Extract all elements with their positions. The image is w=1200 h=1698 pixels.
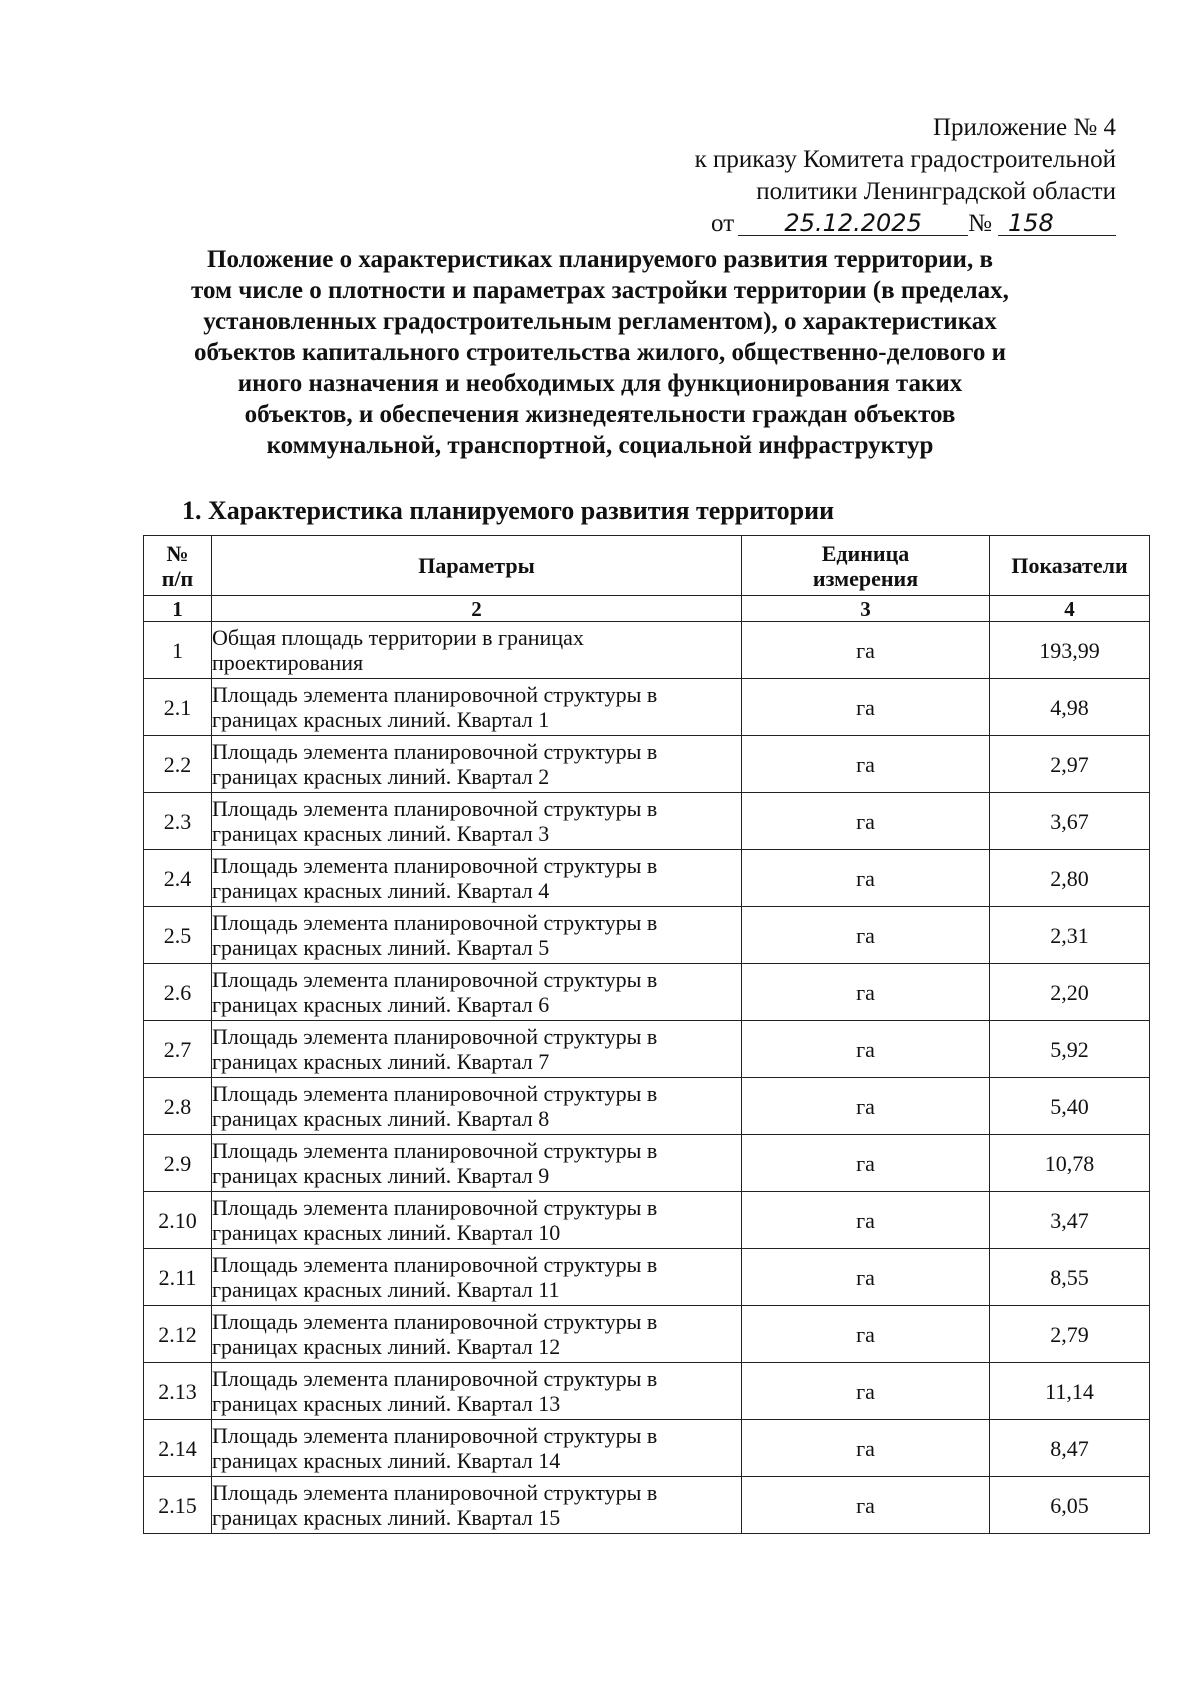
row-parameter (212, 1420, 742, 1477)
table-row (144, 1021, 1150, 1078)
row-unit: га (742, 1420, 990, 1477)
appendix-order-line: к приказу Комитета градостроительной (694, 146, 1116, 173)
order-date: 25.12.2025 (738, 211, 968, 236)
row-unit: га (742, 793, 990, 850)
parameter-line: Площадь элемента планировочной структуры в (212, 967, 658, 992)
table-row (144, 736, 1150, 793)
row-unit: га (742, 622, 990, 679)
parameter-line: Площадь элемента планировочной структуры в (212, 1366, 658, 1391)
parameter-line: Площадь элемента планировочной структуры в (212, 1195, 658, 1220)
table-row (144, 850, 1150, 907)
row-unit: га (742, 1135, 990, 1192)
row-value: 2,20 (990, 964, 1150, 1021)
row-number: 2.10 (144, 1192, 212, 1249)
row-value: 2,80 (990, 850, 1150, 907)
row-number: 2.6 (144, 964, 212, 1021)
row-number: 1 (144, 622, 212, 679)
row-number: 2.7 (144, 1021, 212, 1078)
row-number: 2.9 (144, 1135, 212, 1192)
row-unit: га (742, 1477, 990, 1534)
parameter-line: Площадь элемента планировочной структуры в (212, 1024, 658, 1049)
appendix-committee-line: политики Ленинградской области (756, 178, 1116, 205)
row-value: 5,92 (990, 1021, 1150, 1078)
table-row (144, 1306, 1150, 1363)
row-value: 3,67 (990, 793, 1150, 850)
number-label: № (968, 210, 992, 237)
row-unit: га (742, 850, 990, 907)
from-label: от (711, 210, 735, 237)
column-number: 4 (990, 596, 1150, 622)
parameter-line: границах красных линий. Квартал 11 (212, 1277, 560, 1302)
title-line: иного назначения и необходимых для функционирования таких (237, 370, 963, 397)
row-parameter (212, 622, 742, 679)
table-header-row (144, 536, 1150, 596)
row-parameter (212, 1021, 742, 1078)
header-number: № п/п (144, 536, 212, 596)
row-unit: га (742, 679, 990, 736)
parameter-line: границах красных линий. Квартал 5 (212, 935, 550, 960)
row-parameter (212, 679, 742, 736)
row-number: 2.13 (144, 1363, 212, 1420)
title-line: объектов, и обеспечения жизнедеятельности граждан объектов (244, 401, 956, 428)
row-parameter (212, 1363, 742, 1420)
row-value: 2,97 (990, 736, 1150, 793)
table-row (144, 1078, 1150, 1135)
appendix-number: Приложение № 4 (932, 114, 1116, 141)
parameter-line: границах красных линий. Квартал 7 (212, 1049, 550, 1074)
parameter-line: границах красных линий. Квартал 12 (212, 1334, 561, 1359)
table-row (144, 964, 1150, 1021)
column-number: 3 (742, 596, 990, 622)
row-parameter (212, 736, 742, 793)
parameter-line: Площадь элемента планировочной структуры в (212, 1252, 658, 1277)
row-value: 5,40 (990, 1078, 1150, 1135)
row-parameter (212, 1078, 742, 1135)
column-numbers-row (144, 596, 1150, 622)
parameter-line: Площадь элемента планировочной структуры в (212, 1423, 658, 1448)
parameter-line: границах красных линий. Квартал 15 (212, 1505, 561, 1530)
row-parameter (212, 793, 742, 850)
row-value: 2,79 (990, 1306, 1150, 1363)
parameter-line: границах красных линий. Квартал 2 (212, 764, 550, 789)
column-number: 2 (212, 596, 742, 622)
row-parameter (212, 907, 742, 964)
column-number: 1 (144, 596, 212, 622)
row-parameter (212, 964, 742, 1021)
parameter-line: Площадь элемента планировочной структуры в (212, 682, 658, 707)
row-value: 2,31 (990, 907, 1150, 964)
parameter-line: проектирования (212, 650, 364, 675)
parameter-line: Площадь элемента планировочной структуры в (212, 796, 658, 821)
table-row (144, 1420, 1150, 1477)
row-value: 193,99 (990, 622, 1150, 679)
parameter-line: Площадь элемента планировочной структуры в (212, 1309, 658, 1334)
row-parameter (212, 850, 742, 907)
row-unit: га (742, 907, 990, 964)
row-parameter (212, 1306, 742, 1363)
title-line: объектов капитального строительства жилого, общественно-делового и (194, 339, 1006, 366)
parameter-line: границах красных линий. Квартал 10 (212, 1220, 561, 1245)
row-number: 2.14 (144, 1420, 212, 1477)
row-value: 8,55 (990, 1249, 1150, 1306)
table-row (144, 622, 1150, 679)
table-row (144, 1249, 1150, 1306)
title-line: Положение о характеристиках планируемого развития территории, в (207, 246, 993, 273)
table-row (144, 679, 1150, 736)
parameter-line: границах красных линий. Квартал 8 (212, 1106, 550, 1131)
header-parameters: Параметры (212, 536, 742, 596)
row-unit: га (742, 1249, 990, 1306)
parameter-line: Площадь элемента планировочной структуры в (212, 1138, 658, 1163)
parameter-line: границах красных линий. Квартал 3 (212, 821, 550, 846)
row-number: 2.8 (144, 1078, 212, 1135)
parameter-line: границах красных линий. Квартал 6 (212, 992, 550, 1017)
section-heading: 1. Характеристика планируемого развития территории (182, 496, 835, 525)
parameter-line: Площадь элемента планировочной структуры в (212, 739, 658, 764)
row-value: 3,47 (990, 1192, 1150, 1249)
order-date-number-line (695, 208, 1116, 240)
row-unit: га (742, 1363, 990, 1420)
table-body (144, 622, 1150, 1534)
row-unit: га (742, 1078, 990, 1135)
row-parameter (212, 1477, 742, 1534)
table-row (144, 793, 1150, 850)
row-number: 2.1 (144, 679, 212, 736)
row-number: 2.3 (144, 793, 212, 850)
parameter-line: границах красных линий. Квартал 9 (212, 1163, 550, 1188)
table-row (144, 1477, 1150, 1534)
table-row (144, 1135, 1150, 1192)
row-value: 4,98 (990, 679, 1150, 736)
parameter-line: Площадь элемента планировочной структуры в (212, 910, 658, 935)
parameter-line: границах красных линий. Квартал 14 (212, 1448, 561, 1473)
parameter-line: границах красных линий. Квартал 13 (212, 1391, 561, 1416)
row-parameter (212, 1192, 742, 1249)
header-value: Показатели (990, 536, 1150, 596)
document-title (150, 244, 1050, 461)
row-value: 10,78 (990, 1135, 1150, 1192)
row-unit: га (742, 1021, 990, 1078)
row-number: 2.12 (144, 1306, 212, 1363)
row-value: 8,47 (990, 1420, 1150, 1477)
row-unit: га (742, 964, 990, 1021)
row-number: 2.4 (144, 850, 212, 907)
row-parameter (212, 1135, 742, 1192)
title-line: установленных градостроительным регламентом), о характеристиках (203, 308, 997, 335)
appendix-header (695, 112, 1116, 240)
row-number: 2.2 (144, 736, 212, 793)
characteristics-table (143, 535, 1150, 1534)
table-row (144, 1192, 1150, 1249)
parameter-line: Площадь элемента планировочной структуры в (212, 1081, 658, 1106)
row-value: 11,14 (990, 1363, 1150, 1420)
table-row (144, 1363, 1150, 1420)
row-number: 2.15 (144, 1477, 212, 1534)
row-unit: га (742, 1306, 990, 1363)
header-unit: Единица измерения (742, 536, 990, 596)
table-row (144, 907, 1150, 964)
parameter-line: Площадь элемента планировочной структуры в (212, 853, 658, 878)
row-unit: га (742, 736, 990, 793)
row-number: 2.11 (144, 1249, 212, 1306)
row-value: 6,05 (990, 1477, 1150, 1534)
row-unit: га (742, 1192, 990, 1249)
order-number: 158 (998, 211, 1116, 236)
title-line: коммунальной, транспортной, социальной инфраструктур (266, 432, 934, 459)
parameter-line: границах красных линий. Квартал 4 (212, 878, 550, 903)
row-number: 2.5 (144, 907, 212, 964)
parameter-line: Площадь элемента планировочной структуры в (212, 1480, 658, 1505)
row-parameter (212, 1249, 742, 1306)
parameter-line: границах красных линий. Квартал 1 (212, 707, 550, 732)
parameter-line: Общая площадь территории в границах (212, 625, 584, 650)
title-line: том числе о плотности и параметрах застройки территории (в пределах, (191, 277, 1009, 304)
